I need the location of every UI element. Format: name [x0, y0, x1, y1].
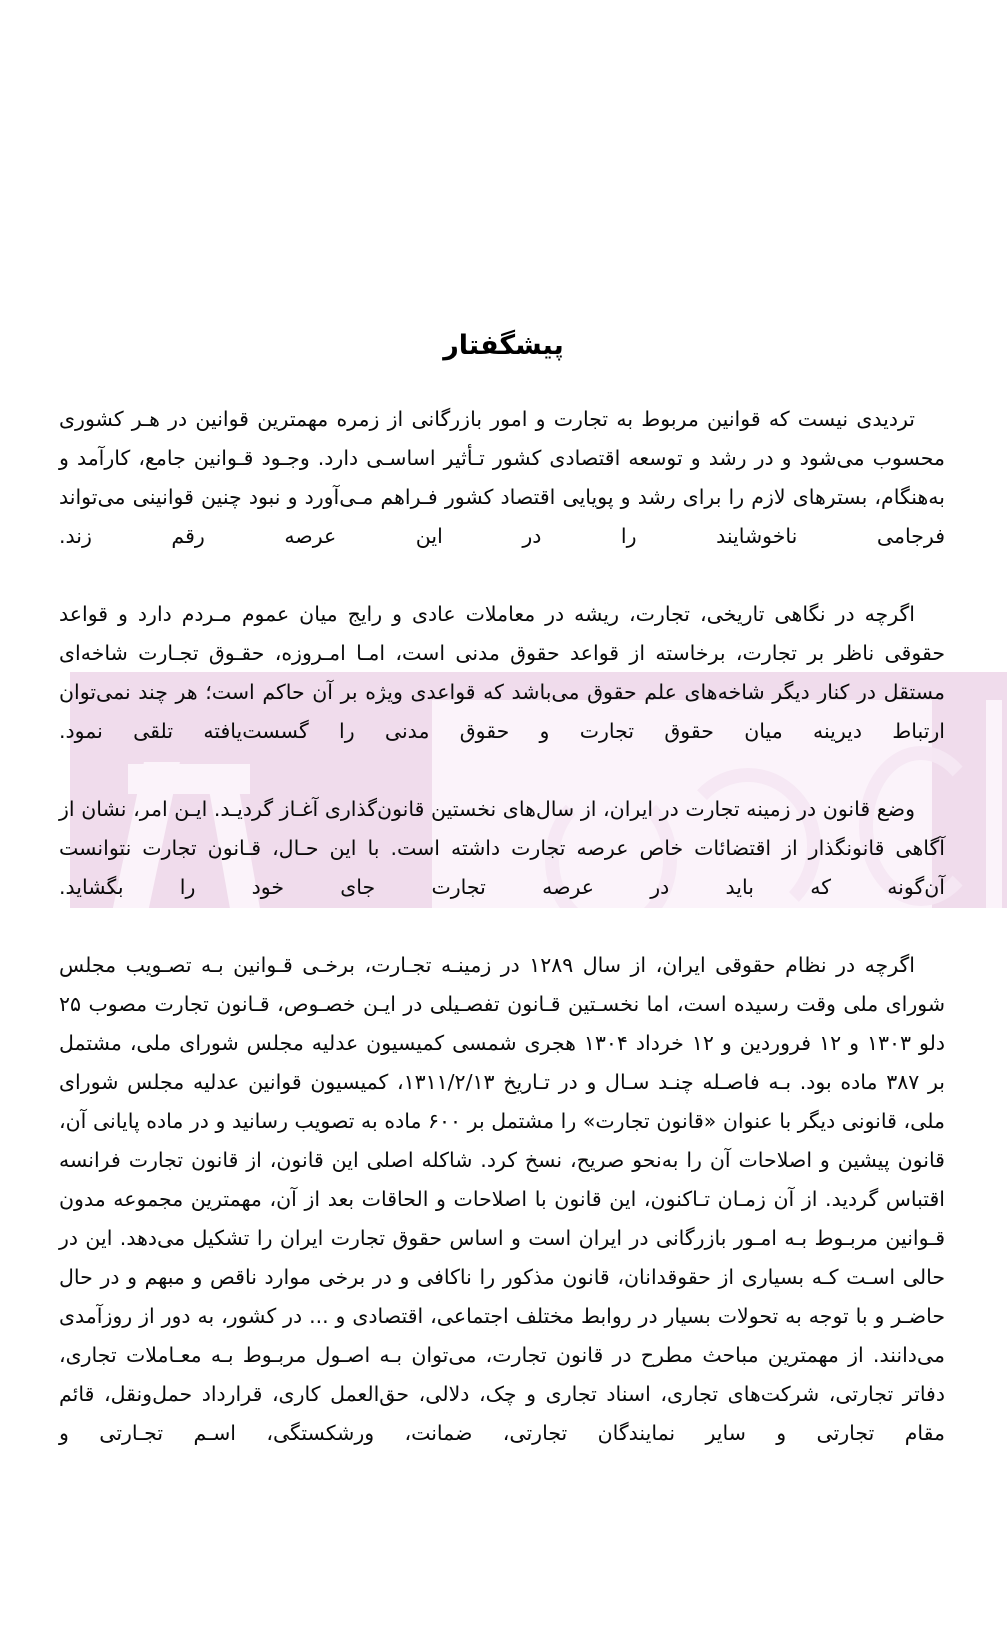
paragraph-2: اگرچه در نگاهی تاریخی، تجارت، ریشه در معاملات عادی و رایج میان عموم مـردم دارد و قواعد حقوقی ناظر بر تجارت، برخاسته از قواعد حقوق مدنی است، امـا امـروزه، حقـوق تجـارت شاخه‌ای مستقل در کنار دیگر شاخه‌های علم حقوق می‌باشد که قواعدی ویژه بر آن حاکم است؛ هر چند نمی‌توان ارتباط دیرینه میان حقوق تجارت و حقوق مدنی را گسست‌یافته تلقی نمود.: [59, 602, 945, 743]
body-text: [59, 400, 945, 1492]
page-title: پیشگفتار: [443, 330, 564, 362]
paragraph-1: تردیدی نیست که قوانین مربوط به تجارت و امور بازرگانی از زمره مهمترین قوانین در هـر کشوری محسوب می‌شود و در رشد و توسعه اقتصادی کشور تـأثیر اساسـی دارد. وجـود قـوانین جامع، کارآمد و به‌هنگام، بسترهای لازم را برای رشد و پویایی اقتصاد کشور فـراهم مـی‌آورد و نبود چنین قوانینی می‌تواند فرجامی ناخوشایند را در این عرصه رقم زند.: [59, 407, 945, 548]
paragraph-3: وضع قانون در زمینه تجارت در ایران، از سال‌های نخستین قانون‌گذاری آغـاز گردیـد. ایـن امر، نشان از آگاهی قانونگذار از اقتضائات خاص عرصه تجارت داشته است. با این حـال، قـانون تجارت نتوانست آن‌گونه که باید در عرصه تجارت جای خود را بگشاید.: [59, 797, 945, 899]
watermark-right-bar: [986, 700, 1002, 908]
paragraph-4: اگرچه در نظام حقوقی ایران، از سال ۱۲۸۹ در زمینـه تجـارت، برخـی قـوانین بـه تصـویب مجلس شورای ملی وقت رسیده است، اما نخسـتین قـانون تفصـیلی در ایـن خصـوص، قـانون تجارت مصوب ۲۵ دلو ۱۳۰۳ و ۱۲ فروردین و ۱۲ خرداد ۱۳۰۴ هجری شمسی کمیسیون عدلیه مجلس شورای ملی، مشتمل بر ۳۸۷ ماده بود. بـه فاصـله چنـد سـال و در تـاریخ ۱۳۱۱/۲/۱۳، کمیسیون قوانین عدلیه مجلس شورای ملی، قانونی دیگر با عنوان «قانون تجارت» را مشتمل بر ۶۰۰ ماده به تصویب رسانید و در ماده پایانی آن، قانون پیشین و اصلاحات آن را به‌نحو صریح، نسخ کرد. شاکله اصلی این قانون، از قانون تجارت فرانسه اقتباس گردید. از آن زمـان تـاکنون، این قانون با اصلاحات و الحاقات بعد از آن، مهمترین مجموعه مدون قـوانین مربـوط بـه امـور بازرگانی در ایران است و اساس حقوق تجارت ایران را تشکیل می‌دهد. این در حالی اسـت کـه بسیاری از حقوقدانان، قانون مذکور را ناکافی و در برخی موارد ناقص و مبهم و در حال حاضـر و با توجه به تحولات بسیار در روابط مختلف اجتماعی، اقتصادی و ... در کشور، به دور از روزآمدی می‌دانند. از مهمترین مباحث مطرح در قانون تجارت، می‌توان بـه اصـول مربـوط بـه معـاملات تجاری، دفاتر تجارتی، شرکت‌های تجاری، اسناد تجاری و چک، دلالی، حق‌العمل کاری، قرارداد حمل‌ونقل، قائم مقام تجارتی و سایر نمایندگان تجارتی، ضمانت، ورشکستگی، اسـم تجـارتی و: [59, 953, 945, 1445]
